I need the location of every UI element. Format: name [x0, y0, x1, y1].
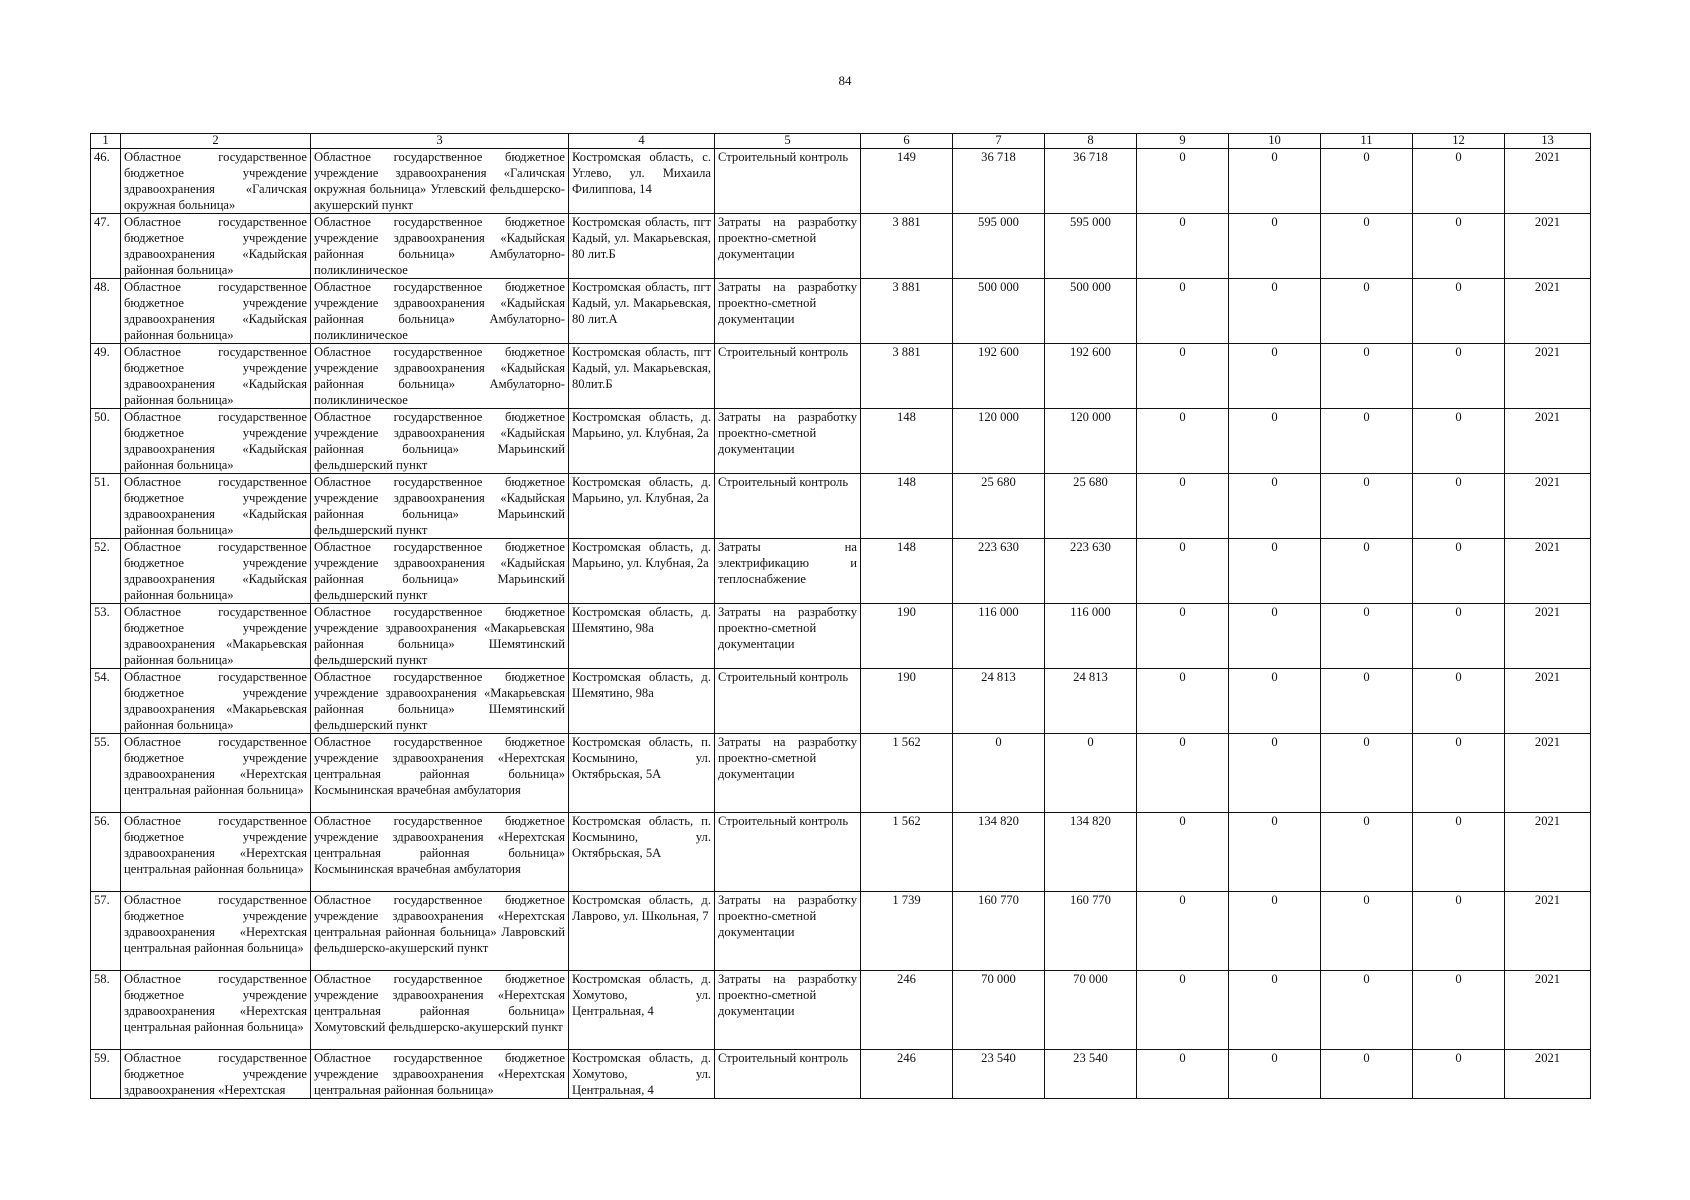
amount-cell: 0 — [1321, 344, 1413, 409]
amount-cell: 0 — [1137, 149, 1229, 214]
amount-cell: 0 — [1413, 279, 1505, 344]
row-number-cell: 55. — [91, 734, 121, 813]
row-number-cell: 57. — [91, 892, 121, 971]
amount-cell: 0 — [1137, 409, 1229, 474]
amount-cell: 0 — [1137, 214, 1229, 279]
amount-cell: 0 — [1229, 734, 1321, 813]
amount-cell: 0 — [1321, 539, 1413, 604]
amount-cell: 134 820 — [1045, 813, 1137, 892]
amount-cell: 0 — [1413, 539, 1505, 604]
amount-cell: 0 — [1229, 214, 1321, 279]
cost-type-cell: Строительный контроль — [715, 474, 861, 539]
year-cell: 2021 — [1505, 669, 1591, 734]
row-number-cell: 58. — [91, 971, 121, 1050]
year-cell: 2021 — [1505, 971, 1591, 1050]
total-amount-cell: 120 000 — [953, 409, 1045, 474]
year-cell: 2021 — [1505, 344, 1591, 409]
organization-cell: Областное государственное бюджетное учреждение здравоохранения «Нерехтская — [121, 1050, 311, 1099]
address-cell: Костромская область, д. Марьино, ул. Клубная, 2а — [569, 474, 715, 539]
row-number-cell: 53. — [91, 604, 121, 669]
area-cell: 1 562 — [861, 813, 953, 892]
area-cell: 3 881 — [861, 344, 953, 409]
row-number-cell: 46. — [91, 149, 121, 214]
amount-cell: 0 — [1413, 813, 1505, 892]
total-amount-cell: 24 813 — [953, 669, 1045, 734]
area-cell: 1 739 — [861, 892, 953, 971]
amount-cell: 0 — [1137, 604, 1229, 669]
table-row — [91, 669, 1591, 734]
amount-cell: 223 630 — [1045, 539, 1137, 604]
column-header: 5 — [715, 134, 861, 149]
amount-cell: 500 000 — [1045, 279, 1137, 344]
organization-cell: Областное государственное бюджетное учреждение здравоохранения «Нерехтская центральная районная больница» — [121, 734, 311, 813]
amount-cell: 0 — [1137, 1050, 1229, 1099]
year-cell: 2021 — [1505, 1050, 1591, 1099]
column-header: 8 — [1045, 134, 1137, 149]
column-header: 3 — [311, 134, 569, 149]
facility-cell: Областное государственное бюджетное учреждение здравоохранения «Нерехтская центральная районная больница» Космынинская врачебная амбулатория — [311, 734, 569, 813]
organization-cell: Областное государственное бюджетное учреждение здравоохранения «Кадыйская районная больница» — [121, 344, 311, 409]
column-header: 11 — [1321, 134, 1413, 149]
column-header: 12 — [1413, 134, 1505, 149]
amount-cell: 0 — [1321, 971, 1413, 1050]
address-cell: Костромская область, д. Лаврово, ул. Школьная, 7 — [569, 892, 715, 971]
table-row — [91, 971, 1591, 1050]
facility-cell: Областное государственное бюджетное учреждение здравоохранения «Кадыйская районная больница» Марьинский фельдшерский пункт — [311, 539, 569, 604]
page-number: 84 — [838, 73, 852, 88]
area-cell: 190 — [861, 669, 953, 734]
table-row — [91, 474, 1591, 539]
facility-cell: Областное государственное бюджетное учреждение здравоохранения «Нерехтская центральная районная больница» Космынинская врачебная амбулатория — [311, 813, 569, 892]
amount-cell: 0 — [1137, 813, 1229, 892]
total-amount-cell: 500 000 — [953, 279, 1045, 344]
year-cell: 2021 — [1505, 474, 1591, 539]
facility-cell: Областное государственное бюджетное учреждение здравоохранения «Кадыйская районная больница» Амбулаторно-поликлиническое — [311, 214, 569, 279]
facility-cell: Областное государственное бюджетное учреждение здравоохранения «Нерехтская центральная районная больница» Хомутовский фельдшерско-акушерский пункт — [311, 971, 569, 1050]
total-amount-cell: 595 000 — [953, 214, 1045, 279]
row-number-cell: 51. — [91, 474, 121, 539]
cost-type-cell: Затраты на разработку проектно-сметной документации — [715, 214, 861, 279]
amount-cell: 0 — [1137, 971, 1229, 1050]
total-amount-cell: 116 000 — [953, 604, 1045, 669]
amount-cell: 0 — [1413, 1050, 1505, 1099]
table-row — [91, 149, 1591, 214]
address-cell: Костромская область, д. Марьино, ул. Клубная, 2а — [569, 409, 715, 474]
column-header: 2 — [121, 134, 311, 149]
address-cell: Костромская область, пгт Кадый, ул. Макарьевская, 80 лит.Б — [569, 214, 715, 279]
facility-cell: Областное государственное бюджетное учреждение здравоохранения «Макарьевская районная больница» Шемятинский фельдшерский пункт — [311, 669, 569, 734]
table-row — [91, 279, 1591, 344]
row-number-cell: 49. — [91, 344, 121, 409]
cost-type-cell: Затраты на электрификацию и теплоснабжение — [715, 539, 861, 604]
table-row — [91, 1050, 1591, 1099]
amount-cell: 116 000 — [1045, 604, 1137, 669]
amount-cell: 0 — [1413, 409, 1505, 474]
table-row — [91, 344, 1591, 409]
amount-cell: 0 — [1229, 409, 1321, 474]
row-number-cell: 48. — [91, 279, 121, 344]
area-cell: 148 — [861, 409, 953, 474]
total-amount-cell: 25 680 — [953, 474, 1045, 539]
amount-cell: 0 — [1321, 214, 1413, 279]
organization-cell: Областное государственное бюджетное учреждение здравоохранения «Нерехтская центральная районная больница» — [121, 892, 311, 971]
year-cell: 2021 — [1505, 813, 1591, 892]
amount-cell: 0 — [1137, 279, 1229, 344]
total-amount-cell: 70 000 — [953, 971, 1045, 1050]
cost-type-cell: Затраты на разработку проектно-сметной документации — [715, 604, 861, 669]
facility-cell: Областное государственное бюджетное учреждение здравоохранения «Кадыйская районная больница» Амбулаторно-поликлиническое — [311, 344, 569, 409]
total-amount-cell: 223 630 — [953, 539, 1045, 604]
total-amount-cell: 160 770 — [953, 892, 1045, 971]
amount-cell: 36 718 — [1045, 149, 1137, 214]
area-cell: 190 — [861, 604, 953, 669]
organization-cell: Областное государственное бюджетное учреждение здравоохранения «Галичская окружная больница» — [121, 149, 311, 214]
total-amount-cell: 134 820 — [953, 813, 1045, 892]
amount-cell: 0 — [1321, 604, 1413, 669]
amount-cell: 0 — [1413, 734, 1505, 813]
row-number-cell: 56. — [91, 813, 121, 892]
total-amount-cell: 23 540 — [953, 1050, 1045, 1099]
amount-cell: 0 — [1229, 669, 1321, 734]
organization-cell: Областное государственное бюджетное учреждение здравоохранения «Кадыйская районная больница» — [121, 214, 311, 279]
total-amount-cell: 192 600 — [953, 344, 1045, 409]
amount-cell: 0 — [1321, 279, 1413, 344]
address-cell: Костромская область, д. Хомутово, ул. Центральная, 4 — [569, 1050, 715, 1099]
amount-cell: 0 — [1413, 971, 1505, 1050]
address-cell: Костромская область, п. Космынино, ул. Октябрьская, 5А — [569, 813, 715, 892]
amount-cell: 0 — [1321, 813, 1413, 892]
amount-cell: 0 — [1229, 279, 1321, 344]
amount-cell: 0 — [1137, 344, 1229, 409]
amount-cell: 0 — [1137, 539, 1229, 604]
row-number-cell: 59. — [91, 1050, 121, 1099]
cost-type-cell: Строительный контроль — [715, 149, 861, 214]
amount-cell: 0 — [1137, 474, 1229, 539]
amount-cell: 0 — [1413, 474, 1505, 539]
year-cell: 2021 — [1505, 892, 1591, 971]
table-row — [91, 214, 1591, 279]
facility-cell: Областное государственное бюджетное учреждение здравоохранения «Макарьевская районная больница» Шемятинский фельдшерский пункт — [311, 604, 569, 669]
year-cell: 2021 — [1505, 734, 1591, 813]
facility-cell: Областное государственное бюджетное учреждение здравоохранения «Кадыйская районная больница» Амбулаторно-поликлиническое — [311, 279, 569, 344]
facility-cell: Областное государственное бюджетное учреждение здравоохранения «Кадыйская районная больница» Марьинский фельдшерский пункт — [311, 474, 569, 539]
organization-cell: Областное государственное бюджетное учреждение здравоохранения «Кадыйская районная больница» — [121, 409, 311, 474]
amount-cell: 0 — [1229, 971, 1321, 1050]
funding-table — [90, 133, 1591, 1099]
amount-cell: 160 770 — [1045, 892, 1137, 971]
area-cell: 1 562 — [861, 734, 953, 813]
header-row — [91, 134, 1591, 149]
amount-cell: 0 — [1413, 669, 1505, 734]
amount-cell: 0 — [1229, 344, 1321, 409]
table-row — [91, 604, 1591, 669]
table-row — [91, 892, 1591, 971]
amount-cell: 70 000 — [1045, 971, 1137, 1050]
amount-cell: 0 — [1229, 892, 1321, 971]
cost-type-cell: Затраты на разработку проектно-сметной документации — [715, 734, 861, 813]
amount-cell: 120 000 — [1045, 409, 1137, 474]
year-cell: 2021 — [1505, 149, 1591, 214]
amount-cell: 0 — [1229, 474, 1321, 539]
area-cell: 3 881 — [861, 214, 953, 279]
facility-cell: Областное государственное бюджетное учреждение здравоохранения «Нерехтская центральная районная больница» Лавровский фельдшерско-акушерский пункт — [311, 892, 569, 971]
amount-cell: 0 — [1321, 409, 1413, 474]
amount-cell: 0 — [1229, 149, 1321, 214]
amount-cell: 0 — [1229, 813, 1321, 892]
total-amount-cell: 36 718 — [953, 149, 1045, 214]
row-number-cell: 50. — [91, 409, 121, 474]
column-header: 9 — [1137, 134, 1229, 149]
facility-cell: Областное государственное бюджетное учреждение здравоохранения «Нерехтская центральная районная больница» — [311, 1050, 569, 1099]
table-row — [91, 734, 1591, 813]
area-cell: 148 — [861, 539, 953, 604]
total-amount-cell: 0 — [953, 734, 1045, 813]
year-cell: 2021 — [1505, 214, 1591, 279]
organization-cell: Областное государственное бюджетное учреждение здравоохранения «Нерехтская центральная районная больница» — [121, 813, 311, 892]
amount-cell: 0 — [1321, 1050, 1413, 1099]
address-cell: Костромская область, пгт Кадый, ул. Макарьевская, 80 лит.А — [569, 279, 715, 344]
year-cell: 2021 — [1505, 279, 1591, 344]
address-cell: Костромская область, с. Углево, ул. Михаила Филиппова, 14 — [569, 149, 715, 214]
column-header: 10 — [1229, 134, 1321, 149]
cost-type-cell: Затраты на разработку проектно-сметной документации — [715, 409, 861, 474]
amount-cell: 0 — [1229, 604, 1321, 669]
column-header: 7 — [953, 134, 1045, 149]
area-cell: 148 — [861, 474, 953, 539]
amount-cell: 0 — [1321, 892, 1413, 971]
organization-cell: Областное государственное бюджетное учреждение здравоохранения «Макарьевская районная больница» — [121, 669, 311, 734]
facility-cell: Областное государственное бюджетное учреждение здравоохранения «Кадыйская районная больница» Марьинский фельдшерский пункт — [311, 409, 569, 474]
area-cell: 3 881 — [861, 279, 953, 344]
cost-type-cell: Строительный контроль — [715, 669, 861, 734]
address-cell: Костромская область, д. Шемятино, 98а — [569, 604, 715, 669]
facility-cell: Областное государственное бюджетное учреждение здравоохранения «Галичская окружная больница» Углевский фельдшерско-акушерский пункт — [311, 149, 569, 214]
organization-cell: Областное государственное бюджетное учреждение здравоохранения «Макарьевская районная больница» — [121, 604, 311, 669]
area-cell: 149 — [861, 149, 953, 214]
amount-cell: 0 — [1321, 474, 1413, 539]
column-header: 6 — [861, 134, 953, 149]
cost-type-cell: Строительный контроль — [715, 1050, 861, 1099]
cost-type-cell: Затраты на разработку проектно-сметной документации — [715, 279, 861, 344]
row-number-cell: 47. — [91, 214, 121, 279]
address-cell: Костромская область, д. Марьино, ул. Клубная, 2а — [569, 539, 715, 604]
year-cell: 2021 — [1505, 539, 1591, 604]
amount-cell: 0 — [1413, 149, 1505, 214]
amount-cell: 0 — [1321, 149, 1413, 214]
amount-cell: 0 — [1137, 892, 1229, 971]
cost-type-cell: Затраты на разработку проектно-сметной документации — [715, 892, 861, 971]
column-header: 4 — [569, 134, 715, 149]
amount-cell: 0 — [1413, 892, 1505, 971]
amount-cell: 0 — [1229, 1050, 1321, 1099]
amount-cell: 192 600 — [1045, 344, 1137, 409]
area-cell: 246 — [861, 971, 953, 1050]
table-body — [91, 149, 1591, 1099]
address-cell: Костромская область, п. Космынино, ул. Октябрьская, 5А — [569, 734, 715, 813]
table-row — [91, 409, 1591, 474]
amount-cell: 23 540 — [1045, 1050, 1137, 1099]
table-row — [91, 813, 1591, 892]
organization-cell: Областное государственное бюджетное учреждение здравоохранения «Кадыйская районная больница» — [121, 474, 311, 539]
amount-cell: 0 — [1045, 734, 1137, 813]
table-row — [91, 539, 1591, 604]
year-cell: 2021 — [1505, 409, 1591, 474]
column-header: 1 — [91, 134, 121, 149]
address-cell: Костромская область, д. Хомутово, ул. Центральная, 4 — [569, 971, 715, 1050]
amount-cell: 0 — [1321, 669, 1413, 734]
cost-type-cell: Затраты на разработку проектно-сметной документации — [715, 971, 861, 1050]
amount-cell: 0 — [1321, 734, 1413, 813]
address-cell: Костромская область, д. Шемятино, 98а — [569, 669, 715, 734]
amount-cell: 0 — [1229, 539, 1321, 604]
column-header: 13 — [1505, 134, 1591, 149]
amount-cell: 595 000 — [1045, 214, 1137, 279]
cost-type-cell: Строительный контроль — [715, 344, 861, 409]
amount-cell: 0 — [1413, 604, 1505, 669]
amount-cell: 25 680 — [1045, 474, 1137, 539]
amount-cell: 0 — [1137, 734, 1229, 813]
area-cell: 246 — [861, 1050, 953, 1099]
organization-cell: Областное государственное бюджетное учреждение здравоохранения «Кадыйская районная больница» — [121, 279, 311, 344]
year-cell: 2021 — [1505, 604, 1591, 669]
amount-cell: 0 — [1413, 214, 1505, 279]
amount-cell: 0 — [1413, 344, 1505, 409]
address-cell: Костромская область, пгт Кадый, ул. Макарьевская, 80лит.Б — [569, 344, 715, 409]
organization-cell: Областное государственное бюджетное учреждение здравоохранения «Нерехтская центральная районная больница» — [121, 971, 311, 1050]
row-number-cell: 54. — [91, 669, 121, 734]
row-number-cell: 52. — [91, 539, 121, 604]
organization-cell: Областное государственное бюджетное учреждение здравоохранения «Кадыйская районная больница» — [121, 539, 311, 604]
cost-type-cell: Строительный контроль — [715, 813, 861, 892]
amount-cell: 0 — [1137, 669, 1229, 734]
amount-cell: 24 813 — [1045, 669, 1137, 734]
